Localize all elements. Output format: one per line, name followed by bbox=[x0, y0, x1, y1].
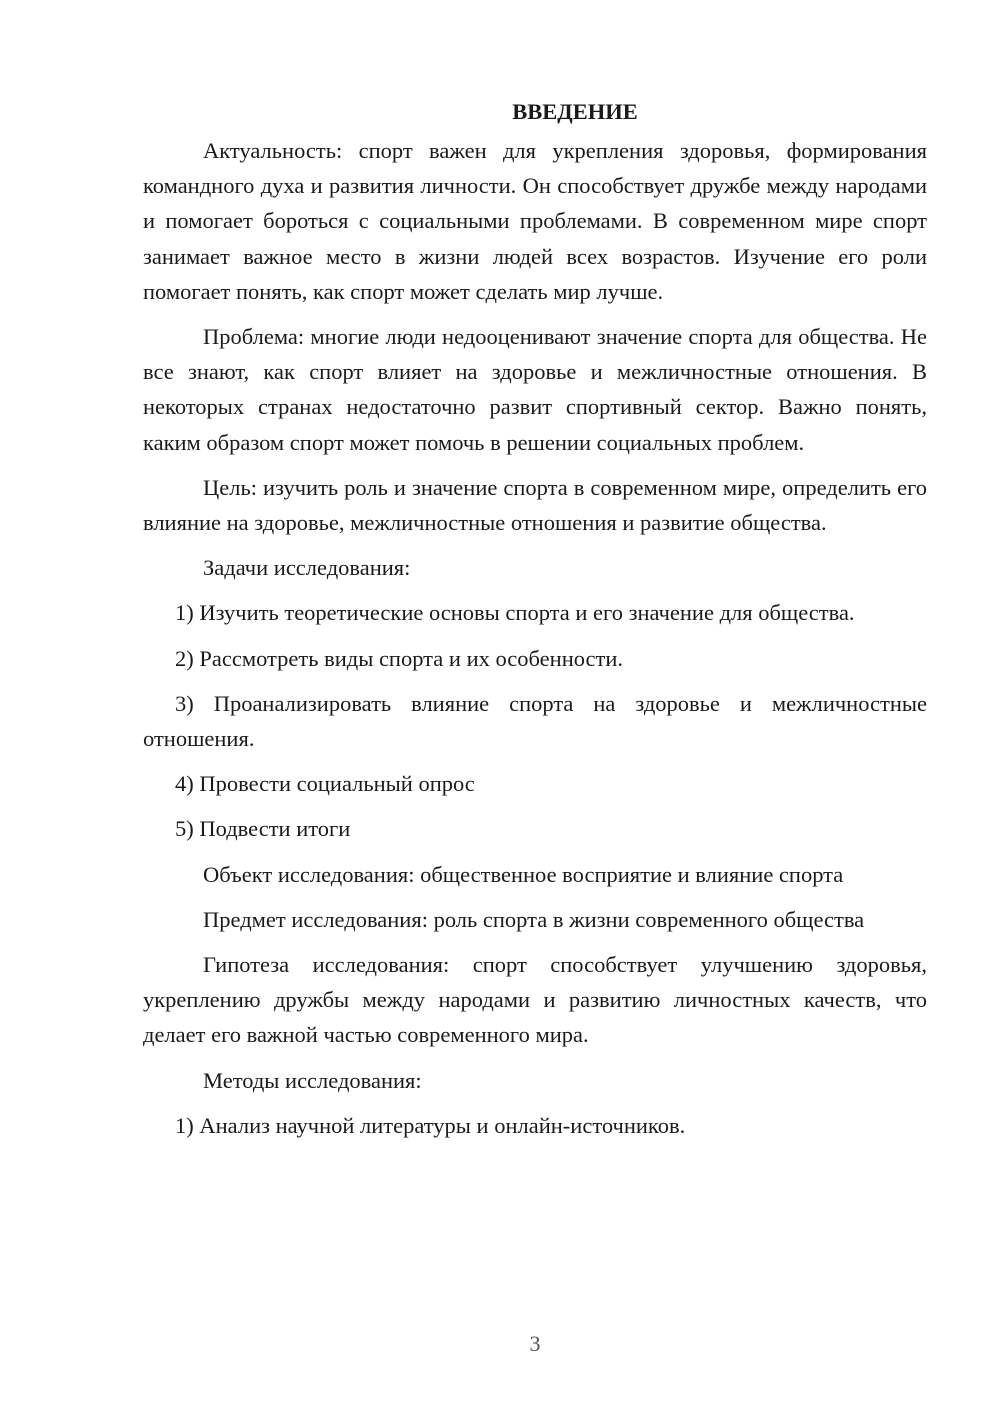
paragraph-subject: Предмет исследования: роль спорта в жизни современного общества bbox=[203, 906, 865, 932]
paragraph-methods-heading: Методы исследования: bbox=[203, 1067, 422, 1093]
paragraph-relevance: Актуальность: спорт важен для укрепления здоровья, формирования командного духа и развития личности. Он способствует дружбе между народами и помогает бороться с социальными проблемами. В современном мире спорт занимает важное место в жизни людей всех возрастов. Изучение его роли помогает понять, как спорт может сделать мир лучше. bbox=[143, 138, 927, 304]
section-title: ВВЕДЕНИЕ bbox=[512, 99, 638, 124]
task-item-3: 3) Проанализировать влияние спорта на здоровье и межличностные отношения. bbox=[143, 690, 927, 752]
paragraph-tasks-heading: Задачи исследования: bbox=[203, 555, 411, 581]
paragraph-problem: Проблема: многие люди недооценивают значение спорта для общества. Не все знают, как спорт влияет на здоровье и межличностные отношения. В некоторых странах недостаточно развит спортивный сектор. Важно понять, каким образом спорт может помочь в решении социальных проблем. bbox=[143, 324, 927, 455]
paragraph-goal: Цель: изучить роль и значение спорта в современном мире, определить его влияние на здоровье, межличностные отношения и развитие общества. bbox=[143, 474, 927, 536]
task-item-4: 4) Провести социальный опрос bbox=[175, 771, 475, 797]
page-number: 3 bbox=[529, 1331, 541, 1356]
method-item-1: 1) Анализ научной литературы и онлайн-источников. bbox=[175, 1112, 686, 1138]
task-item-2: 2) Рассмотреть виды спорта и их особенности. bbox=[175, 645, 624, 671]
paragraph-object: Объект исследования: общественное восприятие и влияние спорта bbox=[203, 861, 844, 887]
page-content bbox=[143, 94, 927, 1153]
task-item-5: 5) Подвести итоги bbox=[175, 816, 351, 842]
task-item-1: 1) Изучить теоретические основы спорта и его значение для общества. bbox=[175, 600, 855, 626]
paragraph-hypothesis: Гипотеза исследования: спорт способствует улучшению здоровья, укреплению дружбы между народами и развитию личностных качеств, что делает его важной частью современного мира. bbox=[143, 952, 927, 1048]
